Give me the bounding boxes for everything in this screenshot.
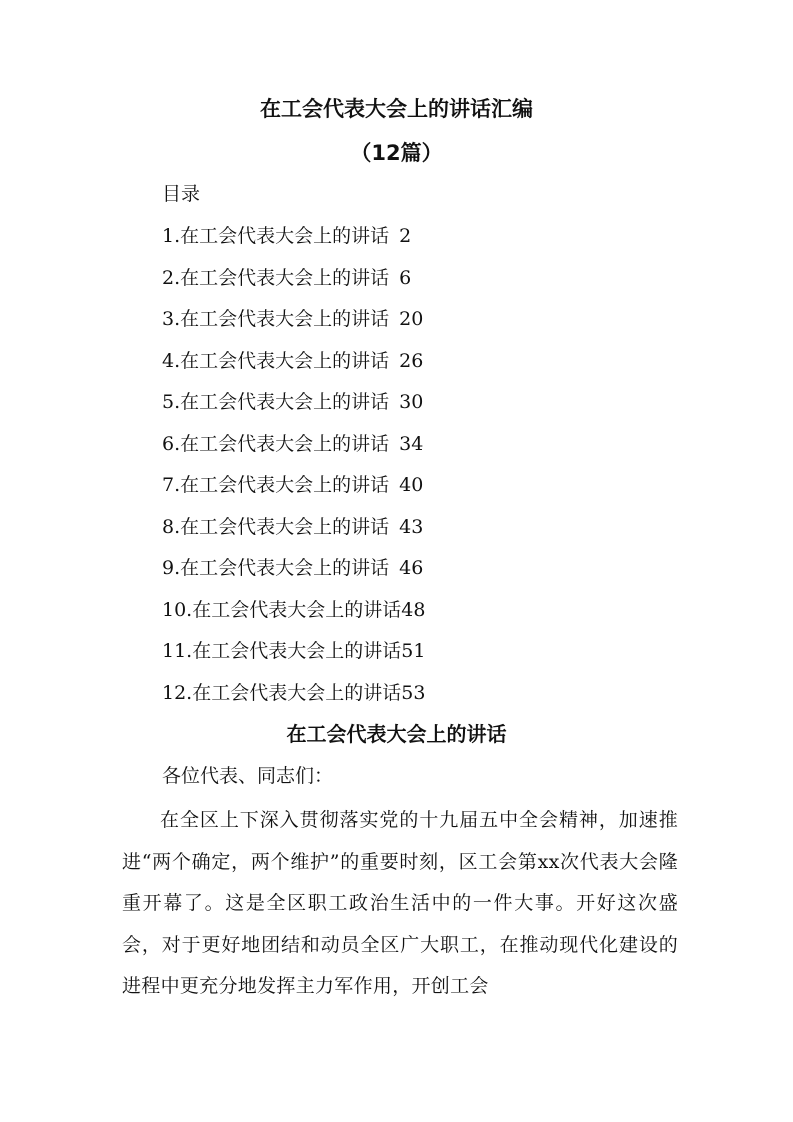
toc-item-number: 8.	[162, 515, 181, 538]
toc-item-label: 在工会代表大会上的讲话	[180, 225, 390, 247]
toc-item-number: 2.	[162, 266, 181, 289]
toc-item-label: 在工会代表大会上的讲话	[180, 308, 390, 330]
toc-item-label: 在工会代表大会上的讲话	[180, 266, 390, 289]
toc-item-number: 3.	[162, 308, 181, 330]
table-of-contents	[162, 219, 482, 717]
toc-item-number: 6.	[162, 432, 181, 455]
toc-item[interactable]	[162, 302, 482, 344]
toc-item[interactable]	[162, 634, 482, 676]
toc-item-label: 在工会代表大会上的讲话	[192, 681, 402, 704]
toc-item-page: 6	[399, 266, 412, 289]
toc-item-label: 在工会代表大会上的讲话	[180, 557, 390, 579]
toc-item[interactable]	[162, 385, 482, 427]
toc-item-page: 48	[401, 598, 426, 621]
toc-item-number: 11.	[162, 640, 193, 662]
toc-item-label: 在工会代表大会上的讲话	[180, 432, 390, 455]
toc-heading: 目录	[162, 183, 201, 205]
toc-item[interactable]	[162, 551, 482, 593]
toc-item-page: 20	[399, 308, 424, 330]
toc-item[interactable]	[162, 468, 482, 510]
toc-item-label: 在工会代表大会上的讲话	[192, 598, 402, 621]
salutation: 各位代表、同志们：	[162, 765, 334, 787]
toc-item-number: 4.	[162, 349, 181, 372]
toc-item-page: 2	[399, 225, 412, 247]
toc-item[interactable]	[162, 344, 482, 386]
toc-item-page: 53	[401, 681, 426, 704]
toc-item-page: 26	[399, 349, 424, 372]
toc-item-number: 12.	[162, 681, 193, 704]
toc-item-page: 43	[399, 515, 424, 538]
toc-item-label: 在工会代表大会上的讲话	[180, 391, 390, 413]
document-subtitle: （12篇）	[350, 141, 443, 165]
toc-item[interactable]	[162, 261, 482, 303]
toc-item-number: 1.	[162, 225, 181, 247]
toc-item[interactable]	[162, 427, 482, 469]
toc-item-number: 10.	[162, 598, 193, 621]
toc-item-label: 在工会代表大会上的讲话	[192, 640, 402, 662]
document-title: 在工会代表大会上的讲话汇编	[260, 97, 533, 121]
toc-item[interactable]	[162, 510, 482, 552]
toc-item-page: 46	[399, 557, 424, 579]
toc-item-label: 在工会代表大会上的讲话	[180, 515, 390, 538]
toc-item-page: 51	[401, 640, 426, 662]
toc-item-label: 在工会代表大会上的讲话	[180, 349, 390, 372]
body-paragraph: 在全区上下深入贯彻落实党的十九届五中全会精神，加速推进“两个确定，两个维护”的重要时刻，区工会第xx次代表大会隆重开幕了。这是全区职工政治生活中的一件大事。开好这次盛会，对于更好地团结和动员全区广大职工，在推动现代化建设的进程中更充分地发挥主力军作用，开创工会	[122, 809, 678, 997]
toc-item-label: 在工会代表大会上的讲话	[180, 474, 390, 496]
toc-item-number: 5.	[162, 391, 181, 413]
toc-item-page: 34	[399, 432, 424, 455]
toc-item-number: 7.	[162, 474, 181, 496]
toc-item-number: 9.	[162, 557, 181, 579]
section-title: 在工会代表大会上的讲话	[286, 722, 507, 746]
toc-item[interactable]	[162, 593, 482, 635]
toc-item-page: 40	[399, 474, 424, 496]
toc-item-page: 30	[399, 391, 424, 413]
toc-item[interactable]	[162, 219, 482, 261]
toc-item[interactable]	[162, 676, 482, 718]
